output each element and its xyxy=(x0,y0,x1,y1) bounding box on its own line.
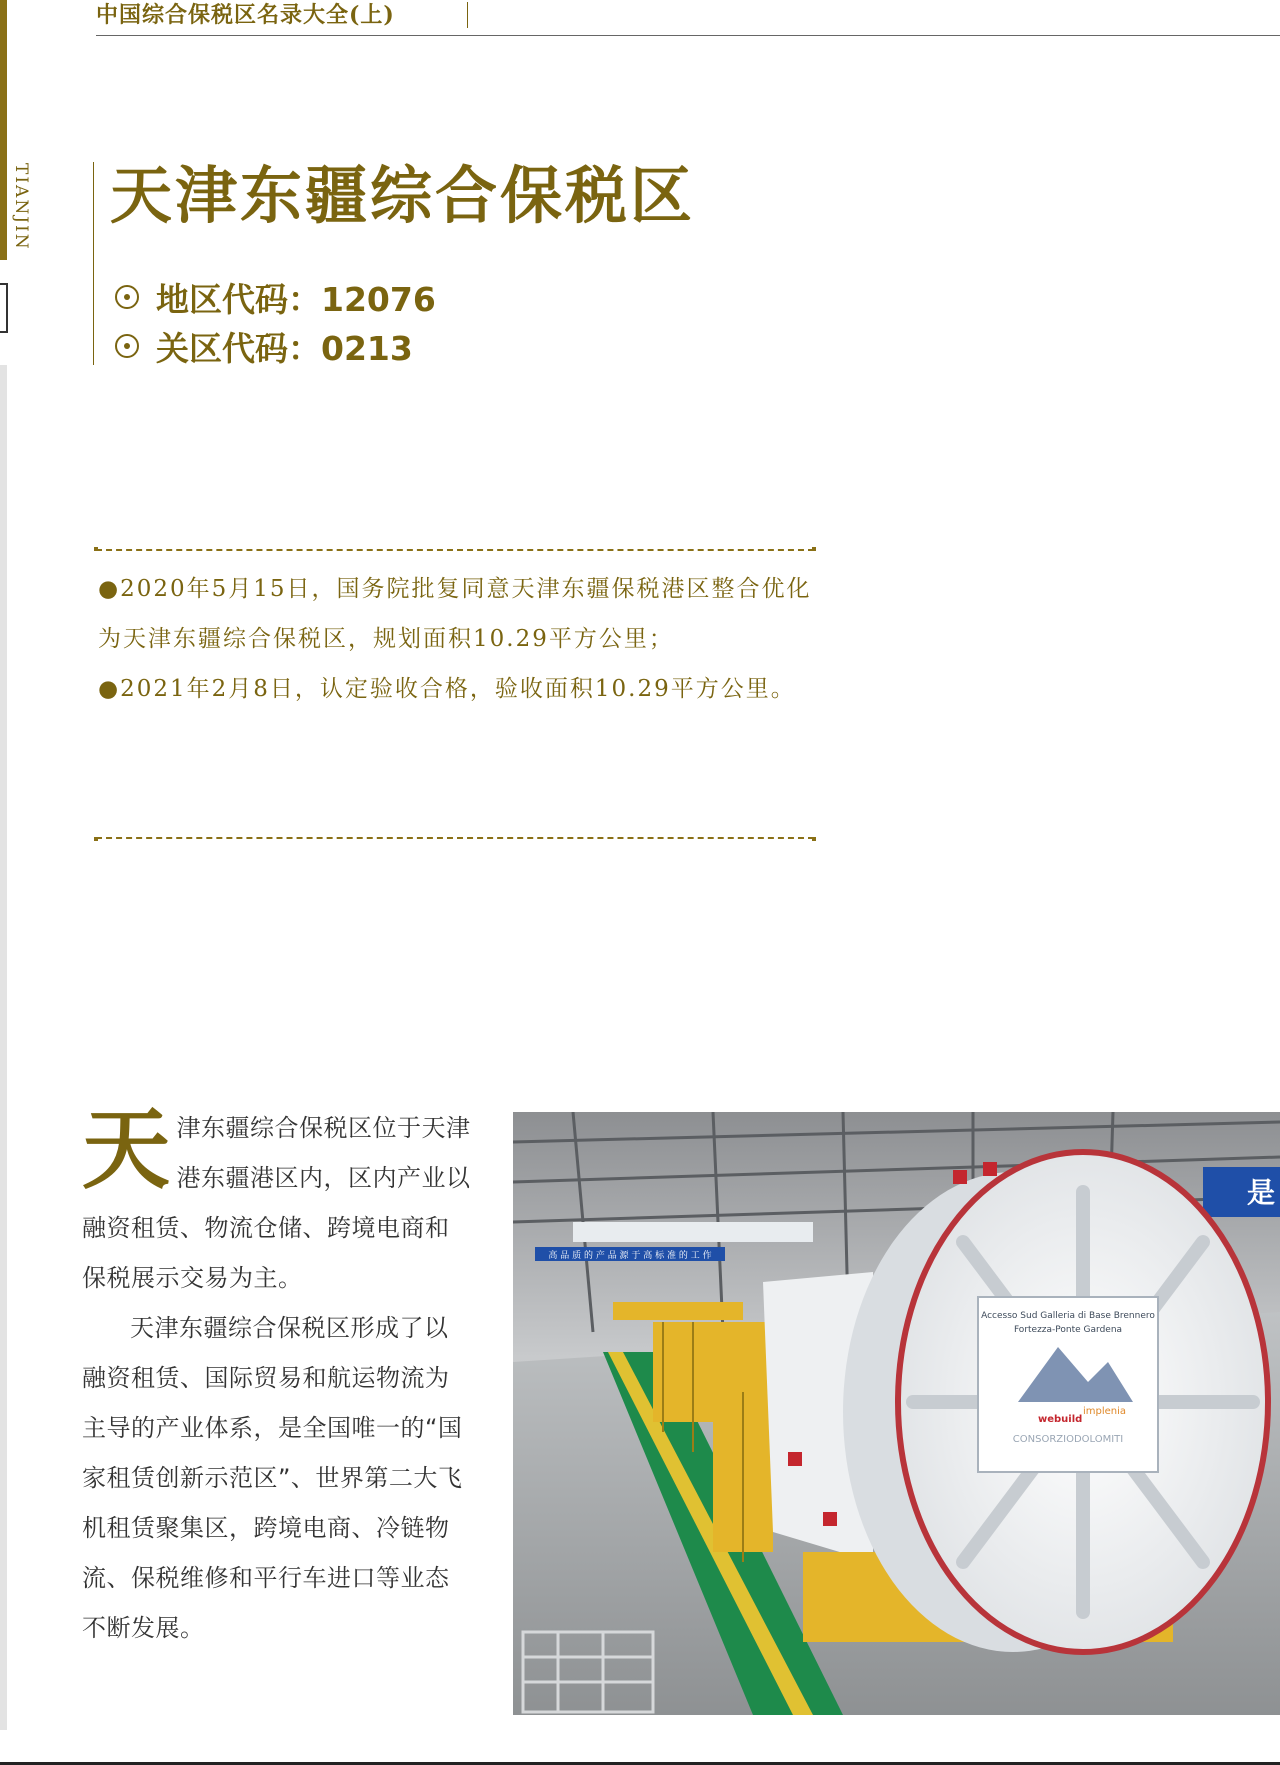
customs-code-text: 关区代码：0213 xyxy=(156,328,413,368)
plate-line-2: Fortezza-Ponte Gardena xyxy=(1013,1325,1123,1335)
body-paragraph xyxy=(82,1097,472,1303)
target-bullet-icon xyxy=(113,283,141,311)
running-header: 中国综合保税区名录大全(上) xyxy=(96,2,395,28)
target-bullet-icon xyxy=(113,332,141,360)
region-code-line xyxy=(113,277,436,317)
plate-brand-1: webuild xyxy=(1038,1414,1083,1425)
edge-grey-bar xyxy=(0,365,7,1730)
plate-line-1: Accesso Sud Galleria di Base Brennero xyxy=(981,1311,1155,1321)
customs-code-line xyxy=(113,326,413,366)
plate-brand-3: CONSORZIODOLOMITI xyxy=(1012,1434,1124,1445)
plate-brand-2: implenia xyxy=(1083,1406,1127,1417)
photo-sign-text: 是 xyxy=(1246,1176,1276,1209)
paragraph-text: 津东疆综合保税区位于天津港东疆港区内，区内产业以融资租赁、物流仓储、跨境电商和保税展示交易为主。 xyxy=(82,1114,471,1292)
region-side-label: TIANJIN xyxy=(11,163,31,251)
info-item: ●2020年5月15日，国务院批复同意天津东疆保税港区整合优化为天津东疆综合保税区，规划面积10.29平方公里； xyxy=(98,576,812,652)
region-code-text: 地区代码：12076 xyxy=(156,279,436,319)
info-box-content xyxy=(98,564,818,714)
photo-banner-text: 高 品 质 的 产 品 源 于 高 标 准 的 工 作 xyxy=(548,1251,712,1261)
body-article xyxy=(82,1097,472,1653)
title-vertical-rule xyxy=(93,162,94,365)
body-paragraph: 天津东疆综合保税区形成了以融资租赁、国际贸易和航运物流为主导的产业体系，是全国唯一的“国家租赁创新示范区”、世界第二大飞机租赁聚集区，跨境电商、冷链物流、保税维修和平行车进口等业态不断发展。 xyxy=(82,1314,463,1642)
edge-bracket-mark xyxy=(0,283,8,333)
drop-cap: 天 xyxy=(82,1097,171,1201)
info-item: ●2021年2月8日，认定验收合格，验收面积10.29平方公里。 xyxy=(98,676,796,702)
page-title: 天津东疆综合保税区 xyxy=(110,159,696,232)
header-divider-tick xyxy=(467,2,468,28)
factory-photo xyxy=(513,1112,1280,1715)
edge-accent-bar xyxy=(0,0,7,260)
header-rule xyxy=(96,35,1280,36)
